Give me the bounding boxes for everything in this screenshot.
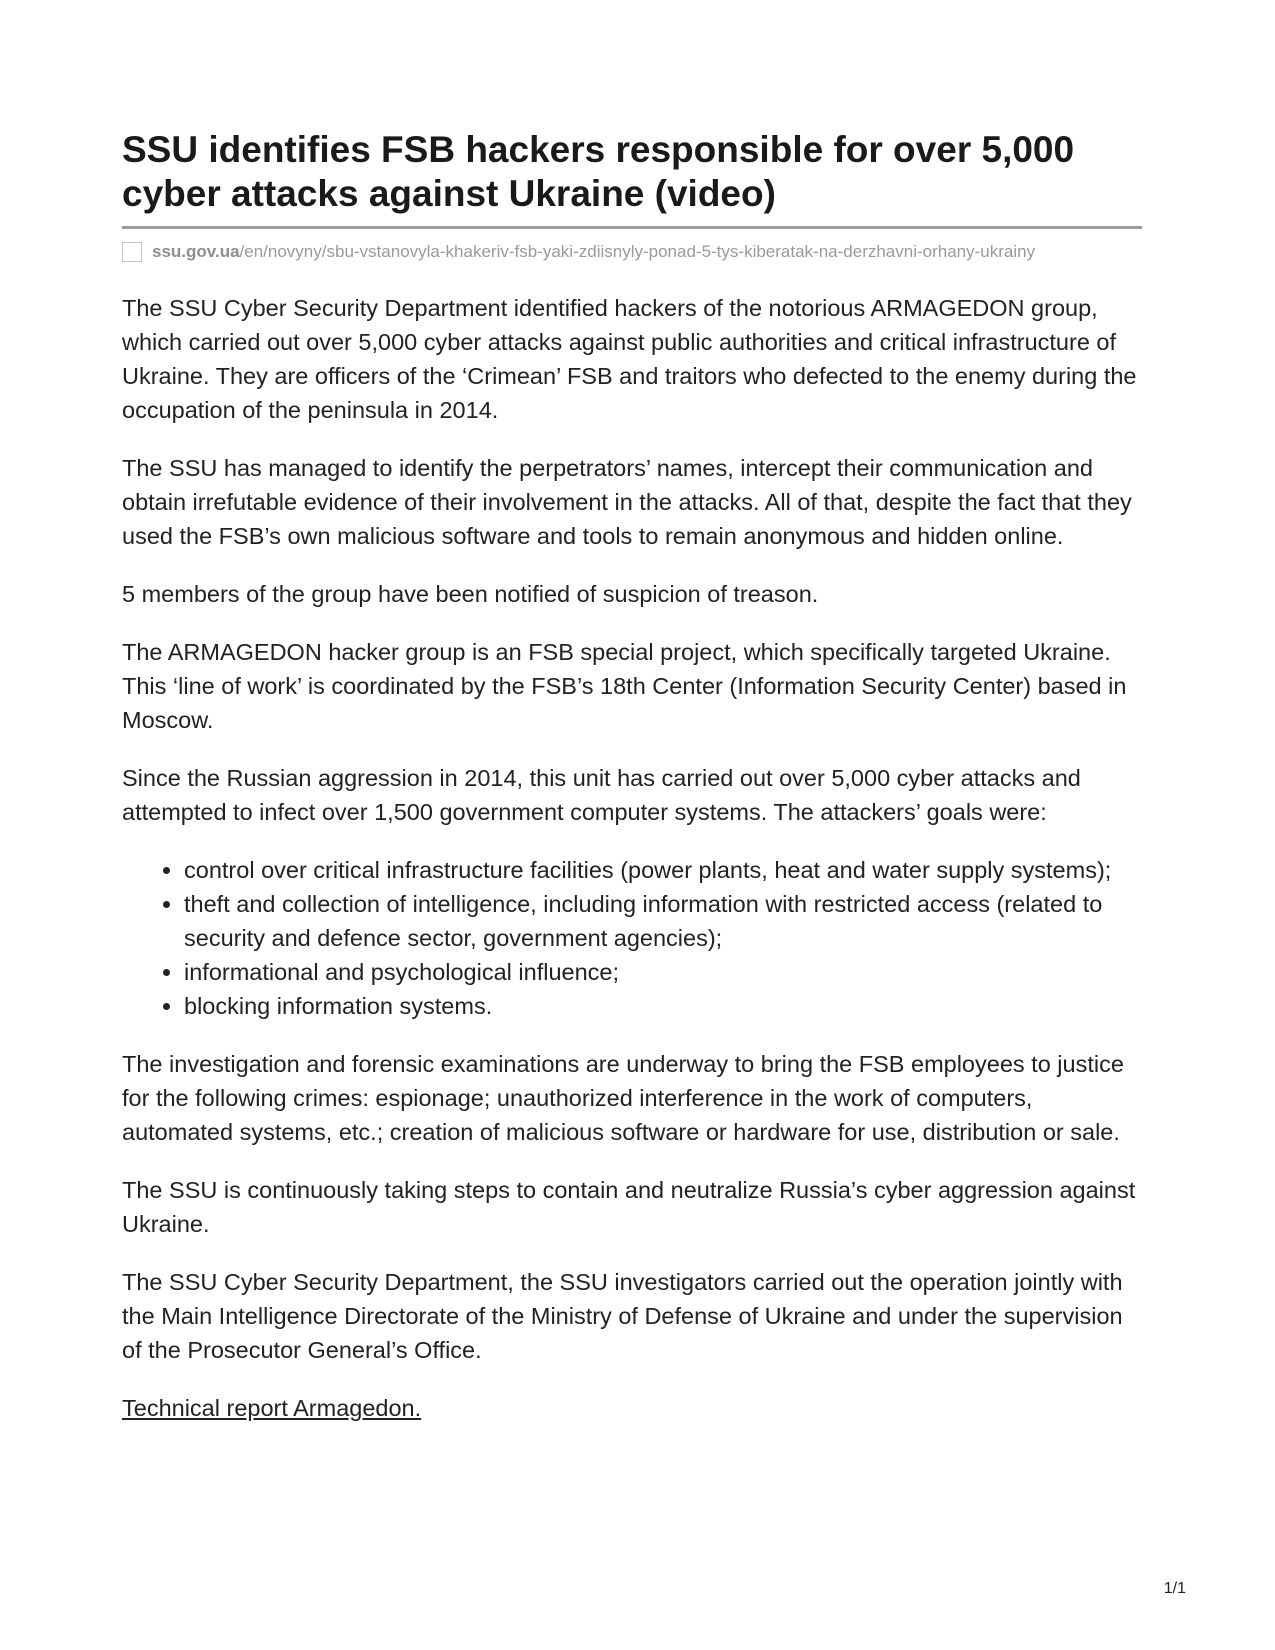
report-link-paragraph [122,1391,1142,1425]
article [122,128,1142,1449]
source-path: /en/novyny/sbu-vstanovyla-khakeriv-fsb-yaki-zdiisnyly-ponad-5-tys-kiberatak-na-derzhavni-orhany-ukrainy [239,242,1036,261]
page-number: 1/1 [1163,1580,1186,1597]
source-line [122,239,1142,265]
paragraph: The SSU is continuously taking steps to contain and neutralize Russia’s cyber aggression against Ukraine. [122,1177,1136,1237]
technical-report-link[interactable]: Technical report Armagedon. [122,1395,422,1421]
title-divider [122,226,1142,229]
paragraph: 5 members of the group have been notified of suspicion of treason. [122,581,819,607]
paragraph: Since the Russian aggression in 2014, this unit has carried out over 5,000 cyber attacks and attempted to infect over 1,500 government computer systems. The attackers’ goals were: [122,765,1081,825]
list-item: • control over critical infrastructure facilities (power plants, heat and water supply systems); [184,853,1142,887]
list-item: • blocking information systems. [184,989,1142,1023]
article-body [122,291,1142,1425]
list-item: • theft and collection of intelligence, including information with restricted access (related to security and defence sector, government agencies); [184,887,1142,955]
paragraph: The SSU has managed to identify the perpetrators’ names, intercept their communication and obtain irrefutable evidence of their involvement in the attacks. All of that, despite the fact that they used the FSB’s own malicious software and tools to remain anonymous and hidden online. [122,455,1132,549]
list-item: • informational and psychological influence; [184,955,1142,989]
source-domain: ssu.gov.ua [152,242,240,261]
paragraph: The ARMAGEDON hacker group is an FSB special project, which specifically targeted Ukraine. This ‘line of work’ is coordinated by the FSB’s 18th Center (Information Security Center) based in Moscow. [122,639,1127,733]
paragraph: The investigation and forensic examinations are underway to bring the FSB employees to justice for the following crimes: espionage; unauthorized interference in the work of computers, automated systems, etc.; creation of malicious software or hardware for use, distribution or sale. [122,1051,1124,1145]
favicon-placeholder-icon [122,242,142,262]
paragraph: The SSU Cyber Security Department, the SSU investigators carried out the operation jointly with the Main Intelligence Directorate of the Ministry of Defense of Ukraine and under the supervision of the Prosecutor General’s Office. [122,1269,1123,1363]
article-title: SSU identifies FSB hackers responsible for over 5,000 cyber attacks against Ukraine (video) [122,129,1075,214]
paragraph: The SSU Cyber Security Department identified hackers of the notorious ARMAGEDON group, which carried out over 5,000 cyber attacks against public authorities and critical infrastructure of Ukraine. They are officers of the ‘Crimean’ FSB and traitors who defected to the enemy during the occupation of the peninsula in 2014. [122,295,1137,423]
goals-list [122,853,1142,1023]
